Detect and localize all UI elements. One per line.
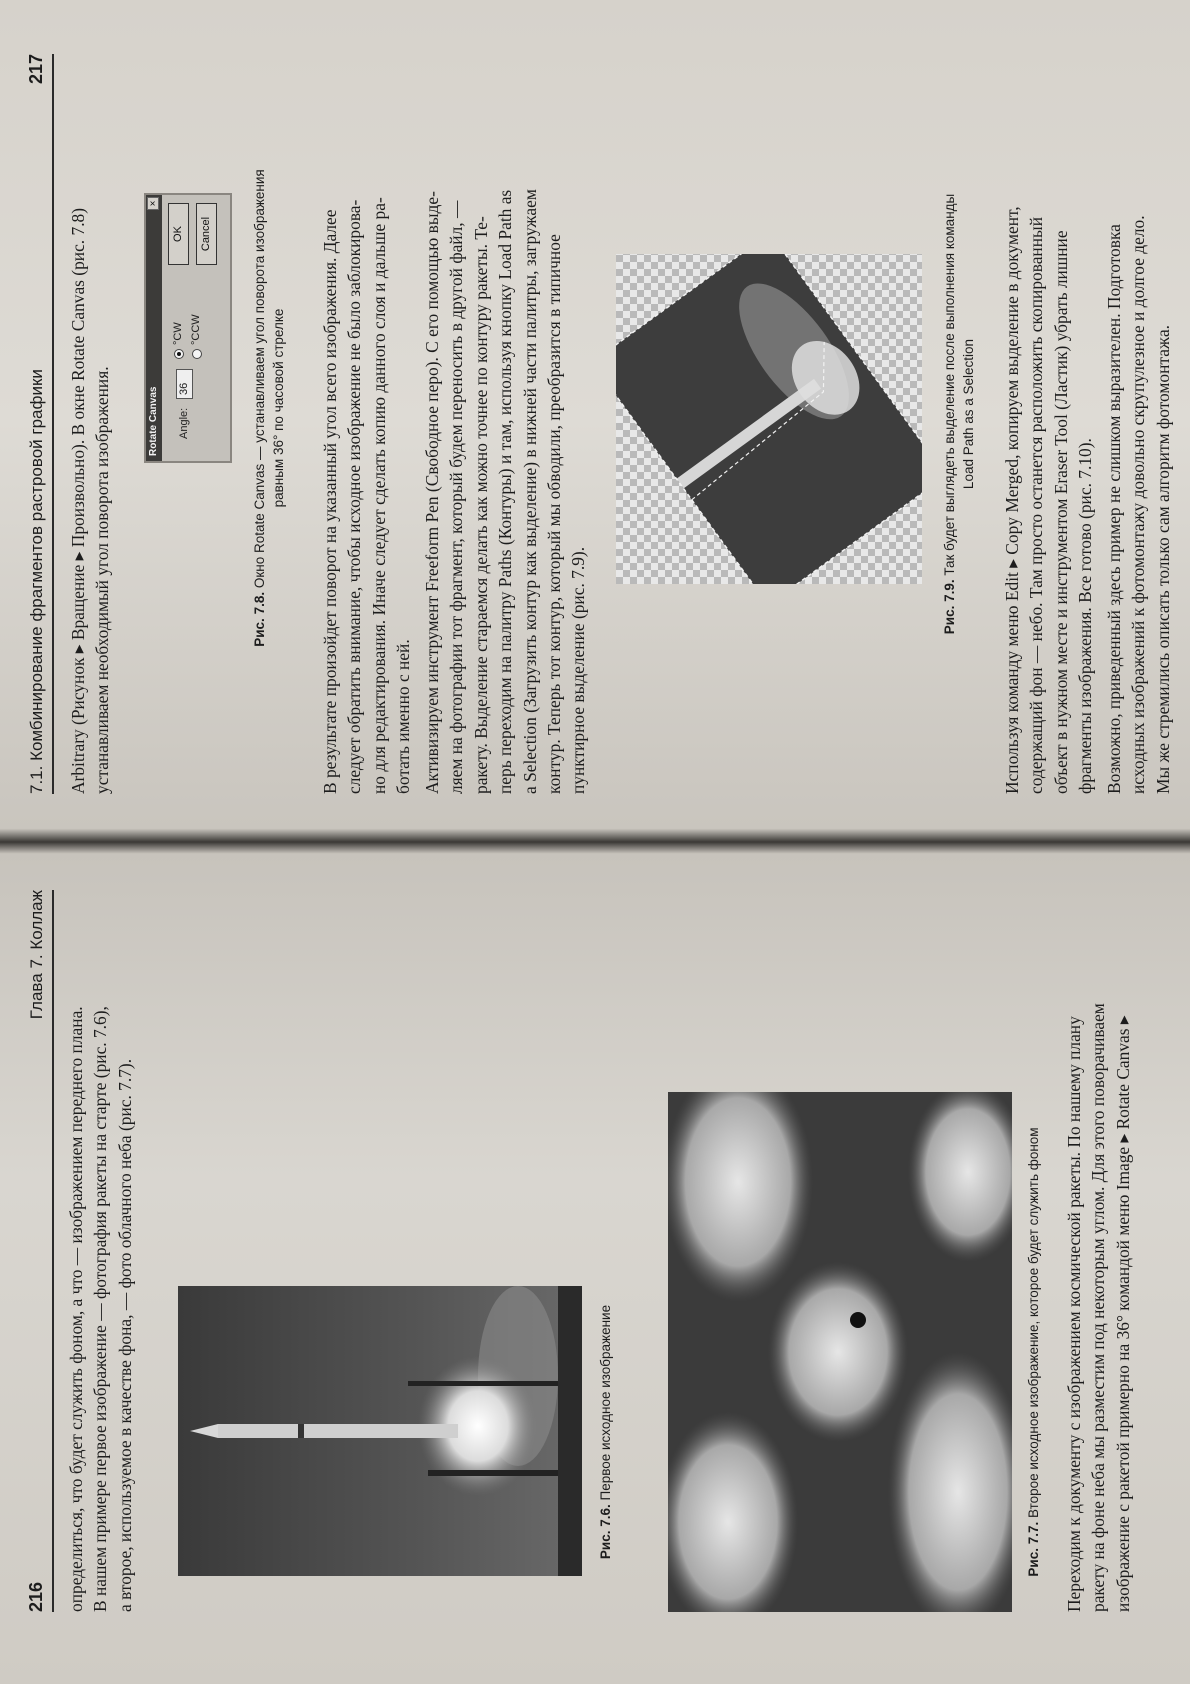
running-head: Глава 7. Коллаж [27, 890, 46, 1020]
text-line: определиться, что будет служить фоном, а что — изображением переднего плана. [66, 1006, 86, 1612]
figure-text: равным 36° по часовой стрелке [271, 308, 286, 508]
running-head: 7.1. Комбинирование фрагментов растровой графики [27, 369, 46, 794]
text-line: В нашем примере первое изображение — фотография ракеты на старте (рис. 7.6), [90, 1006, 111, 1612]
dialog-title: Rotate Canvas [146, 195, 162, 461]
angle-input[interactable]: 36 [176, 369, 193, 399]
angle-label: Angle: [178, 407, 190, 439]
text-line: устанавливаем необходимый угол поворота изображения. [92, 366, 113, 794]
paragraph [420, 54, 591, 794]
text-line: объект в нужном месте и инструментом Eraser Tool (Ластик) убрать лишние [1050, 230, 1071, 794]
text-line: Мы же стремились описать только сам алгоритм фотомонтажа. [1152, 324, 1173, 794]
figure-text: Второе исходное изображение, которое будет служить фоном [1026, 1127, 1041, 1518]
page-number: 217 [26, 54, 46, 85]
text-line: контур. Теперь тот контур, который мы обводили, преобразится в типичное [544, 234, 565, 794]
text-line: следует обратить внимание, чтобы исходное изображение не было заблокирова- [344, 199, 365, 794]
paragraph [1062, 890, 1135, 1612]
paragraph [64, 890, 137, 1612]
figure-caption [596, 1252, 615, 1612]
rocket-launch-photo [178, 1286, 582, 1576]
figure-text: Load Path as a Selection [961, 338, 976, 490]
ccw-radio[interactable] [192, 349, 202, 359]
figure-caption [940, 164, 978, 664]
paragraph [1000, 54, 1098, 794]
cw-radio[interactable] [174, 349, 184, 359]
left-header [24, 890, 54, 1612]
text-line: ракету на фоне неба мы разместим под некоторым углом. Для этого поворачиваем [1088, 1003, 1109, 1612]
figure-label: Рис. 7.9. [942, 579, 957, 635]
cancel-button[interactable]: Cancel [196, 203, 217, 265]
right-page [0, 0, 1190, 828]
figure-text: Первое исходное изображение [598, 1304, 613, 1501]
paragraph [318, 54, 416, 794]
text-line: a Selection (Загрузить контур как выделение) в нижней части палитры, загружаем [519, 189, 540, 794]
ccw-label: °CCW [190, 314, 202, 345]
text-line: Активизируем инструмент Freeform Pen (Свободное перо). С его помощью выде- [422, 191, 442, 794]
rocket-selection-photo [616, 254, 922, 584]
rotate-canvas-dialog [144, 193, 232, 463]
left-page [0, 854, 1190, 1684]
text-line: ботать именно с ней. [393, 639, 414, 794]
text-line: ляем на фотографии тот фрагмент, который будем переносить в другой файл, — [446, 200, 467, 794]
text-line: фрагменты изображения. Все готово (рис. 7.10). [1075, 438, 1096, 794]
text-line: Используя команду меню Edit ▸ Copy Merged, копируем выделение в документ, [1002, 206, 1022, 794]
ok-button[interactable]: OK [168, 203, 189, 265]
figure-caption [250, 158, 288, 658]
text-line: изображение с ракетой примерно на 36° командой меню Image ▸ Rotate Canvas ▸ [1112, 1015, 1133, 1612]
text-line: перь переходим на палитру Paths (Контуры) и там, используя кнопку Load Path as [495, 189, 516, 794]
figure-caption [1024, 1092, 1043, 1612]
figure-label: Рис. 7.7. [1026, 1521, 1041, 1577]
close-icon[interactable]: × [147, 197, 159, 210]
cw-label: °CW [172, 322, 184, 345]
paragraph [66, 54, 115, 794]
text-line: Arbitrary (Рисунок ▸ Вращение ▸ Произвольно). В окне Rotate Canvas (рис. 7.8) [68, 207, 88, 794]
figure-text: Так будет выглядеть выделение после выполнения команды [942, 193, 957, 576]
text-line: В результате произойдет поворот на указанный угол всего изображения. Далее [320, 209, 340, 794]
text-line: ракету. Выделение стараемся делать как можно точнее по контуру ракеты. Те- [470, 216, 491, 794]
figure-label: Рис. 7.6. [598, 1504, 613, 1560]
figure-text: Окно Rotate Canvas — устанавливаем угол поворота изображения [252, 169, 267, 589]
right-header [24, 54, 54, 794]
cloudy-sky-photo [668, 1092, 1012, 1612]
page-number: 216 [26, 1581, 46, 1612]
text-line: исходных изображений к фотомонтажу довольно скрупулезное и долгое дело. [1128, 215, 1149, 794]
text-line: Переходим к документу с изображением космической ракеты. По нашему плану [1064, 1016, 1084, 1612]
figure-label: Рис. 7.8. [252, 591, 267, 647]
text-line: Возможно, приведенный здесь пример не слишком выразителен. Подготовка [1104, 224, 1124, 794]
text-line: пунктирное выделение (рис. 7.9). [568, 546, 589, 794]
text-line: а второе, используемое в качестве фона, — фото облачного неба (рис. 7.7). [114, 1058, 135, 1612]
paragraph [1102, 54, 1175, 794]
text-line: но для редактирования. Иначе следует сделать копию данного слоя и дальше ра- [368, 197, 389, 794]
text-line: содержащий фон — небо. Там просто останется расположить скопированный [1026, 216, 1047, 794]
